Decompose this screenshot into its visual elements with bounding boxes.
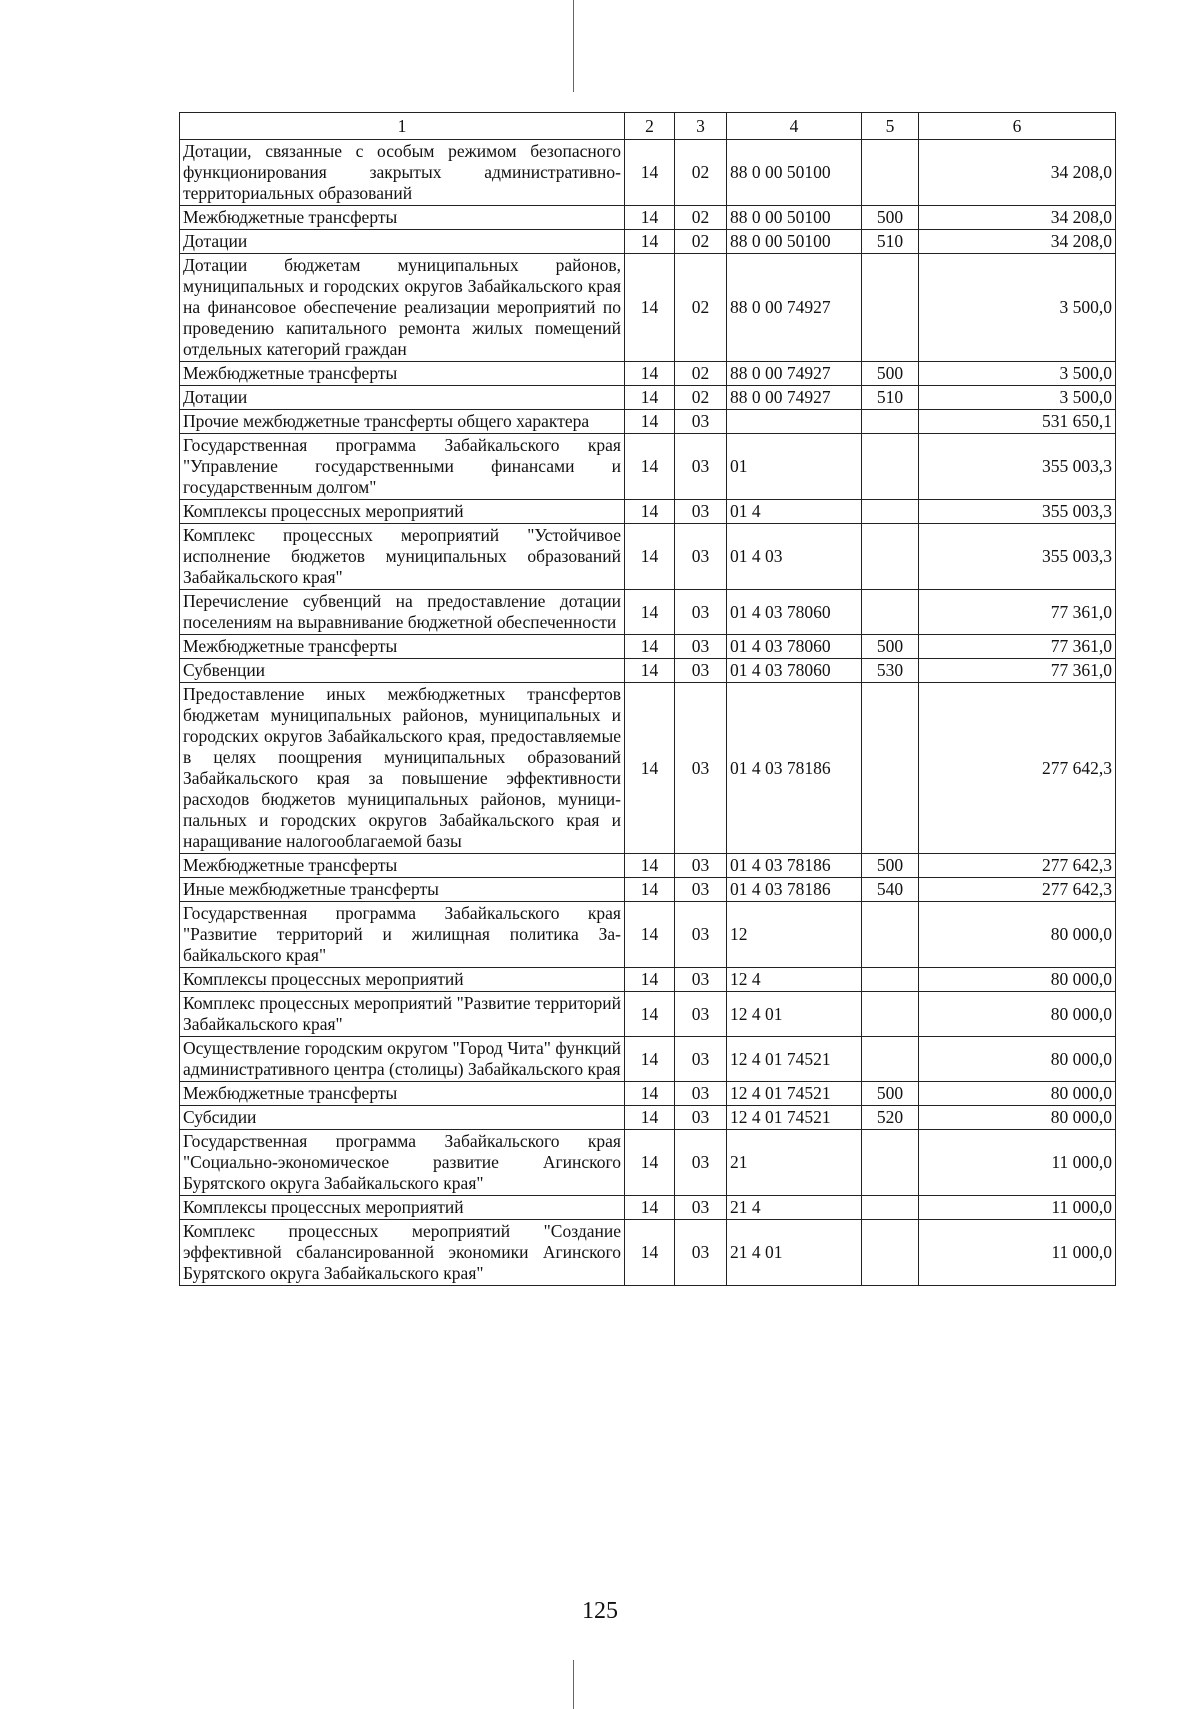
row-section-cell: 14 (625, 254, 675, 362)
row-name-cell: Комплекс процессных мероприятий "Создание эффективной сбалансированной экономики Агинского Бурятского округа Забайкальского края" (180, 1220, 625, 1286)
table-row (180, 992, 1116, 1037)
row-sum-cell: 3 500,0 (919, 386, 1116, 410)
row-name-cell: Межбюджетные трансферты (180, 854, 625, 878)
row-section-cell: 14 (625, 230, 675, 254)
row-subsection-cell: 03 (675, 659, 727, 683)
budget-table (179, 112, 1116, 1286)
table-row (180, 1130, 1116, 1196)
row-sum-cell: 11 000,0 (919, 1220, 1116, 1286)
row-section-cell: 14 (625, 635, 675, 659)
row-subsection-cell: 03 (675, 590, 727, 635)
row-section-cell: 14 (625, 1082, 675, 1106)
row-target-article-cell: 12 4 (727, 968, 862, 992)
row-target-article-cell: 21 (727, 1130, 862, 1196)
row-sum-cell: 277 642,3 (919, 854, 1116, 878)
row-target-article-cell: 01 4 03 78060 (727, 635, 862, 659)
table-row (180, 854, 1116, 878)
row-name-cell: Предоставление иных межбюджетных трансфертов бюджетам муниципальных районов, муниципальных и городских округов Забайкальского края, предоставляемые в целях поощрения муниципальных образований Забайкальского края за повышение эффективности расходов бюджетов муниципальных районов, муниципальных и городских округов Забайкальского края и наращивание налогооблагаемой базы (180, 683, 625, 854)
row-subsection-cell: 03 (675, 635, 727, 659)
row-expense-type-cell (862, 1220, 919, 1286)
table-row (180, 635, 1116, 659)
row-target-article-cell: 01 4 03 78186 (727, 878, 862, 902)
row-sum-cell: 80 000,0 (919, 992, 1116, 1037)
row-target-article-cell: 01 4 (727, 500, 862, 524)
row-sum-cell: 77 361,0 (919, 635, 1116, 659)
row-section-cell: 14 (625, 854, 675, 878)
row-name-cell: Комплексы процессных мероприятий (180, 968, 625, 992)
row-sum-cell: 80 000,0 (919, 968, 1116, 992)
row-expense-type-cell (862, 968, 919, 992)
row-name-cell: Осуществление городским округом "Город Чита" функций административного центра (столицы) Забайкальского края (180, 1037, 625, 1082)
row-section-cell: 14 (625, 410, 675, 434)
row-target-article-cell: 21 4 01 (727, 1220, 862, 1286)
row-expense-type-cell: 500 (862, 635, 919, 659)
row-section-cell: 14 (625, 1220, 675, 1286)
row-name-cell: Государственная программа Забайкальского края "Управление государственными финансами и государственным долгом" (180, 434, 625, 500)
row-target-article-cell: 88 0 00 74927 (727, 362, 862, 386)
row-name-cell: Дотации бюджетам муниципальных районов, муниципальных и городских округов Забайкальского края на финансовое обеспечение реализации мероприятий по проведению капитального ремонта жилых помещений отдельных категорий граждан (180, 254, 625, 362)
row-target-article-cell: 01 4 03 78060 (727, 659, 862, 683)
row-name-cell: Межбюджетные трансферты (180, 1082, 625, 1106)
row-expense-type-cell: 520 (862, 1106, 919, 1130)
row-target-article-cell: 01 (727, 434, 862, 500)
row-expense-type-cell: 510 (862, 230, 919, 254)
row-sum-cell: 34 208,0 (919, 230, 1116, 254)
table-row (180, 254, 1116, 362)
row-subsection-cell: 03 (675, 500, 727, 524)
row-target-article-cell: 88 0 00 74927 (727, 386, 862, 410)
row-sum-cell: 80 000,0 (919, 1106, 1116, 1130)
row-name-cell: Государственная программа Забайкальского края "Социально-экономическое развитие Агинского Бурятского округа Забайкальского края" (180, 1130, 625, 1196)
row-name-cell: Субвенции (180, 659, 625, 683)
row-name-cell: Межбюджетные трансферты (180, 206, 625, 230)
row-target-article-cell (727, 410, 862, 434)
row-subsection-cell: 03 (675, 683, 727, 854)
row-subsection-cell: 03 (675, 1082, 727, 1106)
row-subsection-cell: 03 (675, 1220, 727, 1286)
row-section-cell: 14 (625, 590, 675, 635)
row-section-cell: 14 (625, 362, 675, 386)
row-name-cell: Комплекс процессных мероприятий "Развитие территорий Забайкальского края" (180, 992, 625, 1037)
row-section-cell: 14 (625, 968, 675, 992)
row-subsection-cell: 03 (675, 1037, 727, 1082)
row-subsection-cell: 03 (675, 878, 727, 902)
row-name-cell: Межбюджетные трансферты (180, 635, 625, 659)
header-cell: 5 (862, 113, 919, 140)
row-target-article-cell: 01 4 03 78186 (727, 854, 862, 878)
row-sum-cell: 80 000,0 (919, 1082, 1116, 1106)
header-cell: 2 (625, 113, 675, 140)
row-subsection-cell: 03 (675, 1106, 727, 1130)
table-row (180, 1196, 1116, 1220)
row-subsection-cell: 03 (675, 854, 727, 878)
row-sum-cell: 3 500,0 (919, 362, 1116, 386)
table-row (180, 410, 1116, 434)
row-expense-type-cell (862, 590, 919, 635)
table-row (180, 386, 1116, 410)
row-name-cell: Государственная программа Забайкальского края "Развитие территорий и жилищная политика Забайкальского края" (180, 902, 625, 968)
row-name-cell: Дотации (180, 230, 625, 254)
row-name-cell: Дотации (180, 386, 625, 410)
table-body (180, 140, 1116, 1286)
row-expense-type-cell: 540 (862, 878, 919, 902)
row-target-article-cell: 01 4 03 78060 (727, 590, 862, 635)
row-section-cell: 14 (625, 206, 675, 230)
row-target-article-cell: 88 0 00 50100 (727, 230, 862, 254)
row-sum-cell: 11 000,0 (919, 1130, 1116, 1196)
row-target-article-cell: 88 0 00 50100 (727, 206, 862, 230)
row-expense-type-cell (862, 1130, 919, 1196)
row-section-cell: 14 (625, 140, 675, 206)
row-sum-cell: 355 003,3 (919, 434, 1116, 500)
table-row (180, 524, 1116, 590)
row-section-cell: 14 (625, 878, 675, 902)
row-name-cell: Комплексы процессных мероприятий (180, 1196, 625, 1220)
row-target-article-cell: 21 4 (727, 1196, 862, 1220)
row-subsection-cell: 03 (675, 434, 727, 500)
row-expense-type-cell (862, 1037, 919, 1082)
row-sum-cell: 34 208,0 (919, 206, 1116, 230)
table-row (180, 1037, 1116, 1082)
row-name-cell: Межбюджетные трансферты (180, 362, 625, 386)
row-target-article-cell: 12 4 01 74521 (727, 1106, 862, 1130)
row-target-article-cell: 12 4 01 74521 (727, 1082, 862, 1106)
row-section-cell: 14 (625, 434, 675, 500)
row-sum-cell: 80 000,0 (919, 902, 1116, 968)
table-row (180, 878, 1116, 902)
header-row (180, 113, 1116, 140)
table-row (180, 590, 1116, 635)
row-section-cell: 14 (625, 659, 675, 683)
row-expense-type-cell (862, 434, 919, 500)
row-name-cell: Комплекс процессных мероприятий "Устойчивое исполнение бюджетов муниципальных образований Забайкальского края" (180, 524, 625, 590)
row-sum-cell: 34 208,0 (919, 140, 1116, 206)
header-cell: 4 (727, 113, 862, 140)
row-subsection-cell: 03 (675, 410, 727, 434)
table-row (180, 659, 1116, 683)
row-target-article-cell: 01 4 03 78186 (727, 683, 862, 854)
row-sum-cell: 77 361,0 (919, 590, 1116, 635)
table-row (180, 1220, 1116, 1286)
row-subsection-cell: 02 (675, 386, 727, 410)
row-name-cell: Дотации, связанные с особым режимом безопасного функционирования закрытых административно-территориальных образований (180, 140, 625, 206)
row-section-cell: 14 (625, 1196, 675, 1220)
row-expense-type-cell: 500 (862, 206, 919, 230)
table-row (180, 230, 1116, 254)
table-row (180, 434, 1116, 500)
row-section-cell: 14 (625, 500, 675, 524)
row-subsection-cell: 02 (675, 254, 727, 362)
row-name-cell: Субсидии (180, 1106, 625, 1130)
row-target-article-cell: 12 4 01 74521 (727, 1037, 862, 1082)
row-sum-cell: 80 000,0 (919, 1037, 1116, 1082)
row-expense-type-cell (862, 992, 919, 1037)
row-section-cell: 14 (625, 992, 675, 1037)
row-section-cell: 14 (625, 683, 675, 854)
row-sum-cell: 3 500,0 (919, 254, 1116, 362)
row-name-cell: Комплексы процессных мероприятий (180, 500, 625, 524)
row-sum-cell: 277 642,3 (919, 878, 1116, 902)
row-expense-type-cell (862, 524, 919, 590)
row-sum-cell: 355 003,3 (919, 500, 1116, 524)
row-expense-type-cell (862, 410, 919, 434)
row-sum-cell: 11 000,0 (919, 1196, 1116, 1220)
row-subsection-cell: 03 (675, 524, 727, 590)
table-row (180, 206, 1116, 230)
table-row (180, 1082, 1116, 1106)
row-sum-cell: 277 642,3 (919, 683, 1116, 854)
row-target-article-cell: 12 4 01 (727, 992, 862, 1037)
row-section-cell: 14 (625, 1130, 675, 1196)
row-expense-type-cell: 500 (862, 1082, 919, 1106)
row-section-cell: 14 (625, 1037, 675, 1082)
row-sum-cell: 531 650,1 (919, 410, 1116, 434)
row-expense-type-cell: 500 (862, 362, 919, 386)
row-expense-type-cell (862, 140, 919, 206)
row-target-article-cell: 01 4 03 (727, 524, 862, 590)
row-target-article-cell: 88 0 00 50100 (727, 140, 862, 206)
table-row (180, 683, 1116, 854)
row-name-cell: Перечисление субвенций на предоставление дотации поселениям на выравнивание бюджетной обеспеченности (180, 590, 625, 635)
table-row (180, 362, 1116, 386)
row-subsection-cell: 02 (675, 362, 727, 386)
row-expense-type-cell: 510 (862, 386, 919, 410)
row-expense-type-cell (862, 902, 919, 968)
table-row (180, 140, 1116, 206)
row-expense-type-cell (862, 254, 919, 362)
fold-line-bottom (573, 1660, 574, 1709)
row-subsection-cell: 03 (675, 968, 727, 992)
row-name-cell: Иные межбюджетные трансферты (180, 878, 625, 902)
row-expense-type-cell (862, 1196, 919, 1220)
table-row (180, 500, 1116, 524)
row-section-cell: 14 (625, 1106, 675, 1130)
row-target-article-cell: 12 (727, 902, 862, 968)
table-row (180, 968, 1116, 992)
row-subsection-cell: 03 (675, 1130, 727, 1196)
row-expense-type-cell: 500 (862, 854, 919, 878)
table-row (180, 1106, 1116, 1130)
page-number: 125 (582, 1598, 618, 1624)
row-sum-cell: 355 003,3 (919, 524, 1116, 590)
header-cell: 6 (919, 113, 1116, 140)
header-cell: 3 (675, 113, 727, 140)
header-cell: 1 (180, 113, 625, 140)
row-subsection-cell: 02 (675, 230, 727, 254)
fold-line-top (573, 0, 574, 92)
row-name-cell: Прочие межбюджетные трансферты общего характера (180, 410, 625, 434)
row-subsection-cell: 03 (675, 1196, 727, 1220)
row-section-cell: 14 (625, 902, 675, 968)
row-subsection-cell: 02 (675, 140, 727, 206)
row-expense-type-cell (862, 683, 919, 854)
row-expense-type-cell: 530 (862, 659, 919, 683)
table-row (180, 902, 1116, 968)
row-section-cell: 14 (625, 386, 675, 410)
row-sum-cell: 77 361,0 (919, 659, 1116, 683)
row-expense-type-cell (862, 500, 919, 524)
row-subsection-cell: 03 (675, 992, 727, 1037)
row-subsection-cell: 02 (675, 206, 727, 230)
row-section-cell: 14 (625, 524, 675, 590)
row-target-article-cell: 88 0 00 74927 (727, 254, 862, 362)
row-subsection-cell: 03 (675, 902, 727, 968)
